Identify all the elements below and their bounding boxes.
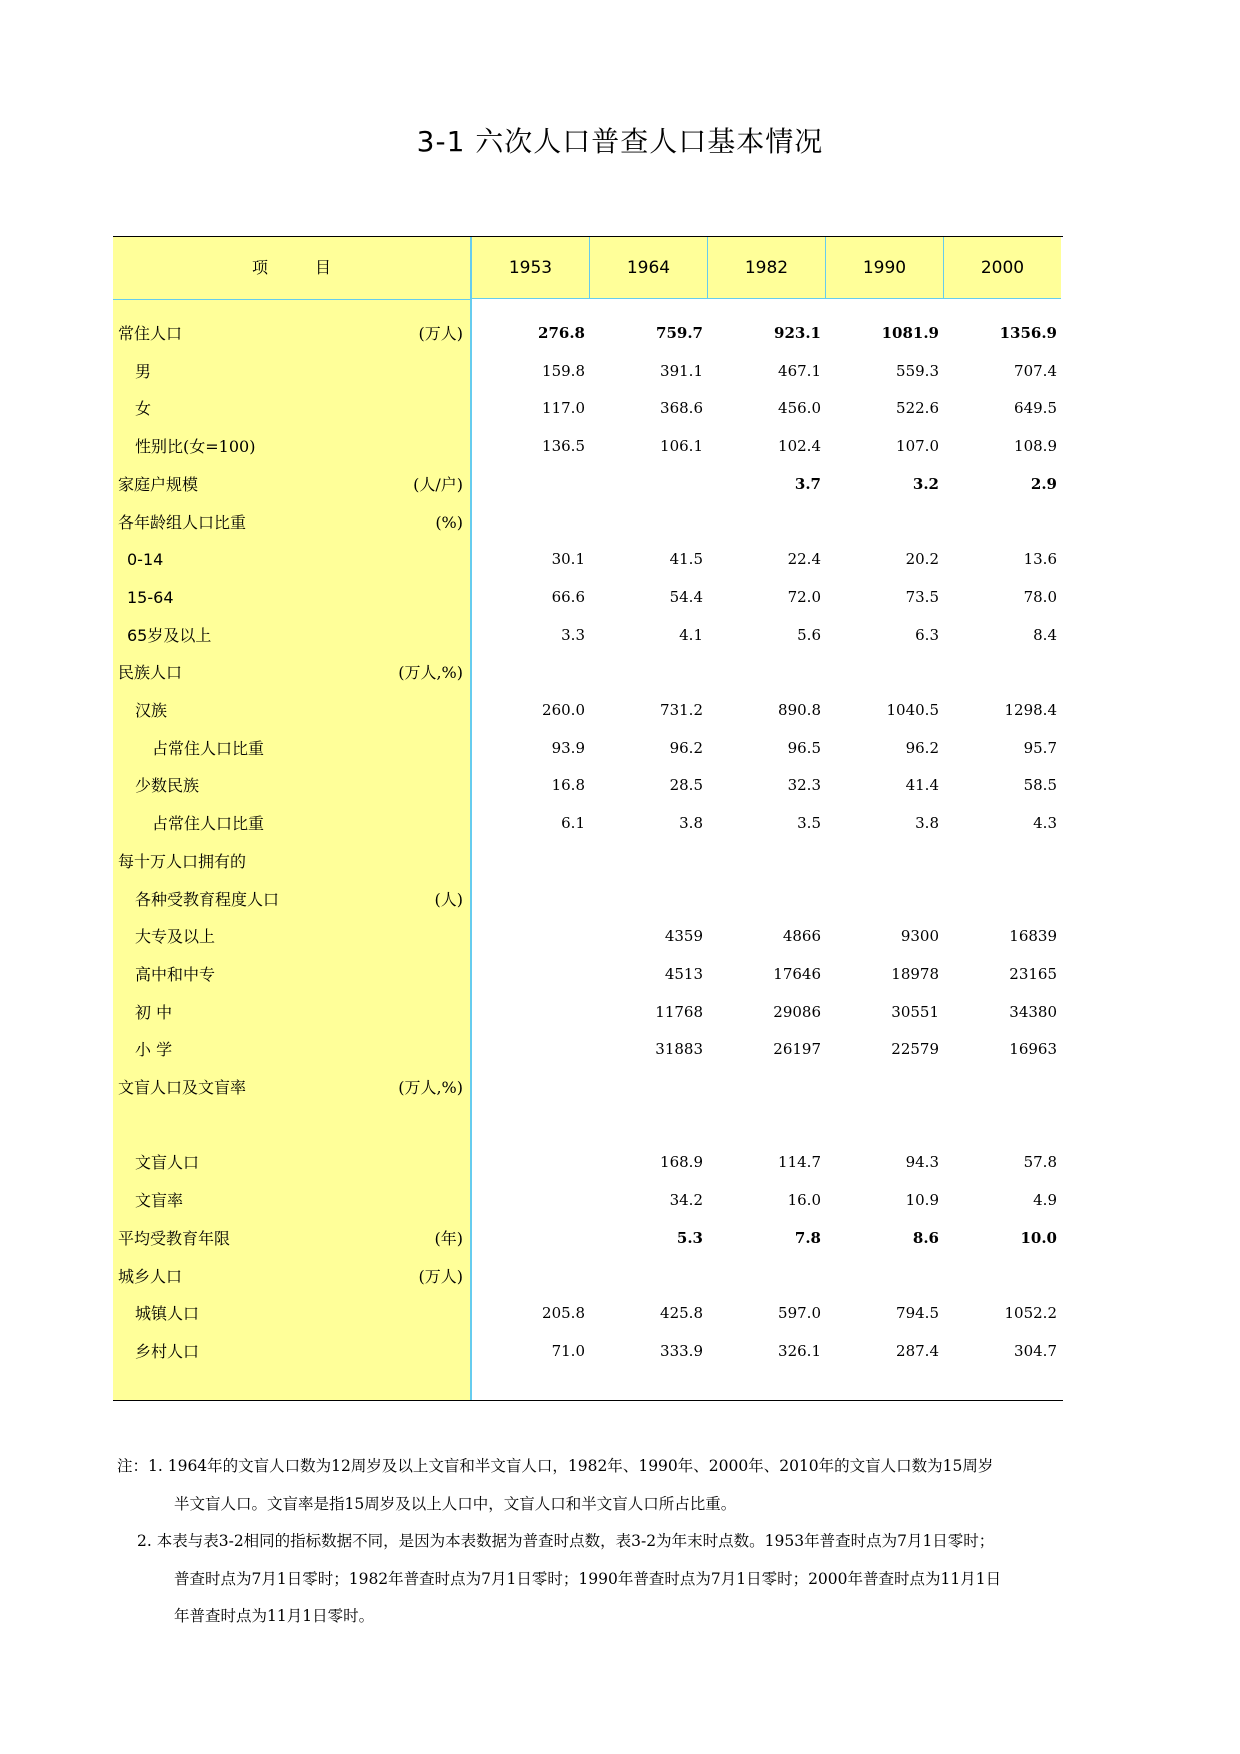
row-label: 文盲人口及文盲率	[118, 1078, 247, 1097]
cell-1964: 4513	[664, 964, 703, 983]
cell-1953	[471, 654, 589, 692]
cell-1953	[471, 881, 589, 919]
cell-2000: 78.0	[1023, 587, 1057, 606]
cell-1982: 3.5	[797, 814, 821, 833]
cell-1953: 66.6	[551, 587, 585, 606]
cell-1964: 759.7	[656, 324, 703, 342]
cell-2000: 2.9	[1030, 474, 1057, 493]
cell-1982: 26197	[773, 1040, 821, 1059]
cell-1990: 8.6	[912, 1228, 939, 1247]
cell-1964	[589, 843, 707, 881]
cell-1964: 333.9	[660, 1341, 703, 1360]
cell-1953: 71.0	[551, 1341, 585, 1360]
cell-1953: 6.1	[561, 814, 585, 833]
page-title: 3-1 六次人口普查人口基本情况	[416, 125, 824, 158]
cell-1953	[471, 1144, 589, 1182]
cell-1982: 326.1	[778, 1341, 821, 1360]
table-row	[113, 617, 1063, 655]
header-year-1953: 1953	[471, 237, 589, 299]
cell-1982: 102.4	[778, 437, 821, 456]
cell-1990: 22579	[891, 1040, 939, 1059]
cell-1964: 41.5	[669, 550, 703, 569]
cell-1982: 22.4	[787, 550, 821, 569]
cell-1982	[707, 881, 825, 919]
cell-1953: 276.8	[538, 324, 585, 342]
note-line: 注：1. 1964年的文盲人口数为12周岁及以上文盲和半文盲人口，1982年、1990年、2000年、2010年的文盲人口数为15周岁	[117, 1457, 994, 1475]
row-unit	[363, 730, 463, 768]
cell-1953: 30.1	[551, 550, 585, 569]
row-unit: (人/户)	[413, 474, 463, 494]
cell-1953: 260.0	[542, 701, 585, 719]
cell-1964	[589, 1069, 707, 1107]
cell-1964: 425.8	[660, 1304, 703, 1323]
table-row	[113, 1031, 1063, 1069]
cell-2000: 57.8	[1023, 1153, 1057, 1172]
row-label: 初 中	[135, 1002, 173, 1022]
table-bottom-border	[113, 1400, 1063, 1401]
row-unit: (人)	[434, 889, 463, 909]
cell-1990: 41.4	[905, 776, 939, 795]
cell-2000: 1052.2	[1004, 1304, 1057, 1323]
table-row	[113, 353, 1063, 391]
cell-1964: 34.2	[669, 1191, 703, 1210]
cell-1982: 5.6	[797, 625, 821, 644]
cell-1964: 96.2	[669, 738, 703, 757]
table-row	[113, 843, 1063, 881]
cell-1990	[825, 881, 943, 919]
cell-2000: 58.5	[1023, 776, 1057, 795]
cell-1990: 559.3	[896, 361, 939, 380]
cell-2000	[943, 504, 1061, 542]
cell-1990: 9300	[900, 927, 939, 946]
cell-2000	[943, 654, 1061, 692]
cell-1982	[707, 1069, 825, 1107]
cell-1953: 159.8	[542, 361, 585, 380]
cell-2000: 4.9	[1033, 1191, 1057, 1210]
cell-1964	[589, 881, 707, 919]
cell-1990: 3.2	[912, 474, 939, 493]
row-label: 城镇人口	[135, 1304, 200, 1324]
cell-1953: 136.5	[542, 437, 585, 456]
row-unit	[363, 1333, 463, 1371]
row-label: 每十万人口拥有的	[118, 851, 247, 871]
cell-1990	[825, 1107, 943, 1145]
row-unit	[363, 1182, 463, 1220]
cell-1990: 1081.9	[881, 324, 939, 342]
cell-2000	[943, 843, 1061, 881]
cell-1953	[471, 956, 589, 994]
table-row	[113, 504, 1063, 542]
table-row	[113, 881, 1063, 919]
cell-1990: 10.9	[905, 1191, 939, 1210]
row-unit	[363, 956, 463, 994]
row-label: 文盲率	[135, 1191, 184, 1211]
cell-2000: 95.7	[1023, 738, 1057, 757]
cell-1982: 96.5	[787, 738, 821, 757]
cell-2000: 1298.4	[1004, 701, 1057, 719]
row-unit: (万人)	[418, 324, 463, 343]
cell-2000: 649.5	[1014, 399, 1057, 418]
cell-1964: 31883	[655, 1040, 703, 1059]
row-unit	[363, 692, 463, 730]
cell-1982: 923.1	[774, 324, 821, 342]
cell-1964	[589, 504, 707, 542]
cell-1982: 4866	[782, 927, 821, 946]
cell-1982	[707, 1258, 825, 1296]
row-unit	[363, 1144, 463, 1182]
table-row	[113, 1144, 1063, 1182]
row-unit	[363, 805, 463, 843]
cell-1990: 287.4	[896, 1341, 939, 1360]
cell-1964	[589, 466, 707, 504]
cell-1982: 29086	[773, 1002, 821, 1021]
cell-2000: 34380	[1009, 1002, 1057, 1021]
cell-1953	[471, 843, 589, 881]
cell-1990: 96.2	[905, 738, 939, 757]
cell-1982: 456.0	[778, 399, 821, 418]
table-row	[113, 730, 1063, 768]
cell-1990: 6.3	[915, 625, 939, 644]
cell-1964: 28.5	[669, 776, 703, 795]
row-unit: (万人,%)	[398, 1078, 463, 1097]
cell-1953: 3.3	[561, 625, 585, 644]
row-label: 占常住人口比重	[152, 814, 265, 834]
row-unit	[363, 767, 463, 805]
table-row	[113, 1258, 1063, 1296]
row-unit	[363, 918, 463, 956]
cell-1990: 18978	[891, 964, 939, 983]
cell-1953	[471, 1069, 589, 1107]
row-unit: (万人,%)	[398, 663, 463, 683]
row-label: 占常住人口比重	[152, 738, 265, 758]
header-year-1982: 1982	[707, 237, 825, 299]
row-unit	[363, 617, 463, 655]
row-label: 城乡人口	[118, 1266, 183, 1286]
table-row	[113, 1182, 1063, 1220]
cell-2000: 1356.9	[999, 324, 1057, 342]
row-label: 性别比(女=100)	[135, 437, 256, 457]
table-row	[113, 541, 1063, 579]
cell-2000	[943, 1107, 1061, 1145]
cell-1964	[589, 654, 707, 692]
cell-2000: 304.7	[1014, 1341, 1057, 1360]
cell-1953: 117.0	[542, 399, 585, 418]
row-unit	[363, 390, 463, 428]
cell-1953: 93.9	[551, 738, 585, 757]
table-row	[113, 918, 1063, 956]
cell-1964: 106.1	[660, 437, 703, 456]
cell-1953	[471, 504, 589, 542]
header-year-2000: 2000	[943, 237, 1061, 299]
cell-1982	[707, 1107, 825, 1145]
cell-2000: 108.9	[1014, 437, 1057, 456]
table-row	[113, 579, 1063, 617]
row-unit	[363, 428, 463, 466]
cell-2000: 8.4	[1033, 625, 1057, 644]
table-row	[113, 315, 1063, 353]
table-row	[113, 1069, 1063, 1107]
cell-1953	[471, 1182, 589, 1220]
cell-1990: 107.0	[896, 437, 939, 456]
cell-1990: 20.2	[905, 550, 939, 569]
cell-1964: 11768	[655, 1002, 703, 1021]
row-label: 65岁及以上	[127, 625, 212, 645]
table-row	[113, 466, 1063, 504]
row-unit	[363, 843, 463, 881]
note-line: 普查时点为7月1日零时；1982年普查时点为7月1日零时；1990年普查时点为7月1日零时；2000年普查时点为11月1日	[174, 1569, 1002, 1588]
cell-1990: 73.5	[905, 587, 939, 606]
cell-1990	[825, 843, 943, 881]
cell-1982	[707, 654, 825, 692]
row-label: 小 学	[135, 1040, 173, 1060]
row-label: 家庭户规模	[118, 474, 199, 494]
cell-2000: 16963	[1009, 1040, 1057, 1059]
table-row	[113, 767, 1063, 805]
row-unit	[363, 1031, 463, 1069]
row-label: 常住人口	[118, 324, 183, 343]
cell-1953	[471, 918, 589, 956]
row-unit: (%)	[435, 512, 463, 532]
cell-1953	[471, 1258, 589, 1296]
cell-1990	[825, 1258, 943, 1296]
row-label: 各年龄组人口比重	[118, 512, 247, 532]
header-item-label: 项 目	[251, 258, 332, 277]
row-unit	[363, 1295, 463, 1333]
cell-1990	[825, 1069, 943, 1107]
cell-1964	[589, 1107, 707, 1145]
cell-2000: 13.6	[1023, 550, 1057, 569]
cell-1982: 72.0	[787, 587, 821, 606]
cell-1990	[825, 504, 943, 542]
cell-1953	[471, 994, 589, 1032]
table-row	[113, 805, 1063, 843]
cell-1982: 3.7	[794, 474, 821, 493]
table-row	[113, 1333, 1063, 1371]
table-row	[113, 1220, 1063, 1258]
cell-1953	[471, 466, 589, 504]
row-unit: (年)	[434, 1228, 463, 1248]
header-year-1990: 1990	[825, 237, 943, 299]
cell-1964	[589, 1258, 707, 1296]
census-table	[113, 236, 1063, 1401]
header-year-1964: 1964	[589, 237, 707, 299]
cell-1953	[471, 1220, 589, 1258]
cell-1990: 94.3	[905, 1153, 939, 1172]
row-unit	[363, 994, 463, 1032]
cell-1982: 597.0	[778, 1304, 821, 1323]
cell-1990: 30551	[891, 1002, 939, 1021]
table-header-row	[113, 237, 1063, 299]
header-bottom-border	[113, 299, 470, 300]
cell-2000: 10.0	[1020, 1228, 1057, 1247]
note-line: 半文盲人口。文盲率是指15周岁及以上人口中，文盲人口和半文盲人口所占比重。	[174, 1494, 737, 1513]
table-row	[113, 1107, 1063, 1145]
cell-1953: 205.8	[542, 1304, 585, 1323]
cell-1982: 890.8	[778, 701, 821, 719]
row-label: 平均受教育年限	[118, 1228, 231, 1248]
cell-1982: 7.8	[794, 1228, 821, 1247]
cell-2000	[943, 1258, 1061, 1296]
table-row	[113, 994, 1063, 1032]
cell-1982	[707, 843, 825, 881]
cell-1982: 467.1	[778, 361, 821, 380]
row-label: 0-14	[127, 550, 164, 570]
cell-1990: 794.5	[896, 1304, 939, 1323]
table-row	[113, 692, 1063, 730]
cell-2000: 707.4	[1014, 361, 1057, 380]
row-label: 各种受教育程度人口	[135, 889, 280, 909]
row-label: 男	[135, 361, 152, 381]
row-label: 乡村人口	[135, 1341, 200, 1361]
row-unit	[363, 579, 463, 617]
cell-2000: 16839	[1009, 927, 1057, 946]
table-row	[113, 390, 1063, 428]
row-label: 汉族	[135, 701, 168, 720]
table-row	[113, 654, 1063, 692]
cell-2000	[943, 1069, 1061, 1107]
cell-2000: 23165	[1009, 964, 1057, 983]
row-label: 15-64	[127, 587, 174, 607]
cell-1964: 391.1	[660, 361, 703, 380]
table-row	[113, 1295, 1063, 1333]
cell-1964: 4.1	[679, 625, 703, 644]
cell-1982	[707, 504, 825, 542]
cell-1982: 114.7	[778, 1153, 821, 1172]
cell-1990: 1040.5	[886, 701, 939, 719]
note-line: 2. 本表与表3-2相同的指标数据不同，是因为本表数据为普查时点数，表3-2为年末时点数。1953年普查时点为7月1日零时；	[137, 1532, 995, 1550]
cell-1982: 32.3	[787, 776, 821, 795]
cell-1990: 522.6	[896, 399, 939, 418]
row-unit	[363, 353, 463, 391]
row-label: 女	[135, 399, 152, 419]
cell-1964: 4359	[664, 927, 703, 946]
cell-1964: 168.9	[660, 1153, 703, 1172]
table-row	[113, 956, 1063, 994]
cell-1964: 3.8	[679, 814, 703, 833]
note-line: 年普查时点为11月1日零时。	[174, 1607, 375, 1625]
row-label: 民族人口	[118, 663, 183, 683]
row-label: 高中和中专	[135, 964, 216, 984]
cell-1982: 17646	[773, 964, 821, 983]
row-unit	[363, 541, 463, 579]
cell-1964: 5.3	[676, 1228, 703, 1247]
cell-2000: 4.3	[1033, 814, 1057, 833]
cell-1953	[471, 1031, 589, 1069]
cell-1953: 16.8	[551, 776, 585, 795]
cell-1990: 3.8	[915, 814, 939, 833]
row-label: 大专及以上	[135, 927, 216, 947]
row-unit: (万人)	[418, 1266, 463, 1286]
cell-1982: 16.0	[787, 1191, 821, 1210]
row-label: 文盲人口	[135, 1153, 200, 1173]
row-unit	[363, 1107, 463, 1145]
cell-1990	[825, 654, 943, 692]
notes-section	[117, 1448, 1063, 1636]
cell-1964: 731.2	[660, 701, 703, 719]
cell-1964: 368.6	[660, 399, 703, 418]
cell-1964: 54.4	[669, 587, 703, 606]
cell-1953	[471, 1107, 589, 1145]
table-row	[113, 428, 1063, 466]
cell-2000	[943, 881, 1061, 919]
row-label: 少数民族	[135, 776, 200, 796]
